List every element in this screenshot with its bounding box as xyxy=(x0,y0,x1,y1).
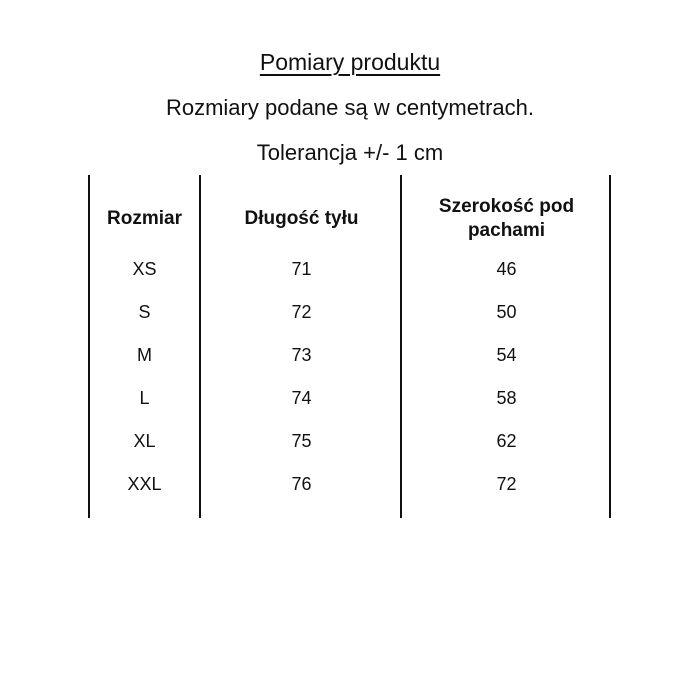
cell-back-length: 75 xyxy=(291,431,312,451)
cell-width-under-arms: 50 xyxy=(496,302,517,322)
subtitle-units: Rozmiary podane są w centymetrach. xyxy=(165,95,535,120)
cell-width-under-arms: 62 xyxy=(496,431,517,451)
cell-size: XL xyxy=(133,431,156,451)
cell-back-length: 73 xyxy=(291,345,312,365)
subtitle-tolerance: Tolerancja +/- 1 cm xyxy=(256,140,444,165)
cell-size: M xyxy=(137,345,152,365)
cell-size: L xyxy=(139,388,150,408)
cell-width-under-arms: 54 xyxy=(496,345,517,365)
cell-back-length: 71 xyxy=(291,259,312,279)
cell-width-under-arms: 46 xyxy=(496,259,517,279)
size-table-grid xyxy=(88,175,611,506)
cell-width-under-arms: 58 xyxy=(496,388,517,408)
size-table xyxy=(88,175,611,518)
page-title: Pomiary produktu xyxy=(259,49,441,75)
cell-back-length: 74 xyxy=(291,388,312,408)
column-header-width-under-arms xyxy=(402,175,611,248)
cell-back-length: 76 xyxy=(291,474,312,494)
column-header-back-length: Długość tyłu xyxy=(244,207,359,229)
cell-width-under-arms: 72 xyxy=(496,474,517,494)
cell-size: S xyxy=(138,302,151,322)
column-header-width-under-arms-label: Szerokość pod pachami xyxy=(438,195,575,241)
column-header-size: Rozmiar xyxy=(107,207,182,229)
page-header xyxy=(0,40,700,175)
cell-size: XS xyxy=(132,259,157,279)
cell-back-length: 72 xyxy=(291,302,312,322)
cell-size: XXL xyxy=(127,474,162,494)
